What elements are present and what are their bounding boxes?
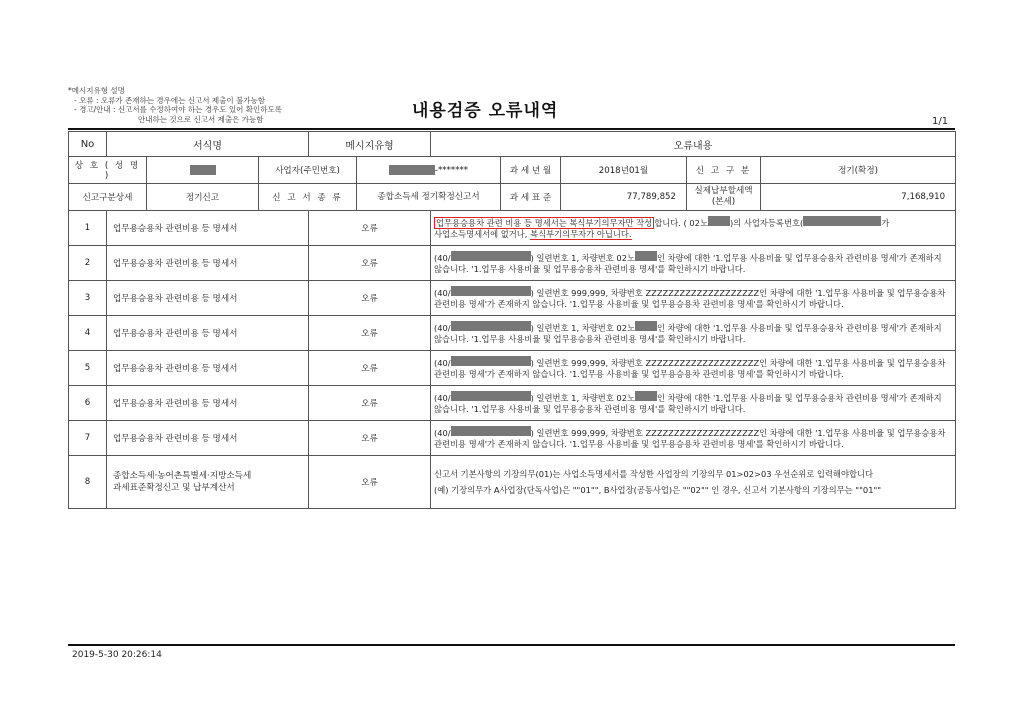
bottom-rule — [68, 644, 955, 646]
year-value: 2018년01월 — [561, 157, 687, 184]
content-text: ) 일련번호 999,999, 차량번호 ZZZZZZZZZZZZZZZZZZZZ인 차량에 대한 '1.업무용 사용비율 및 업무용승용차 관련비용 명세'가 존재하지 않습니다. '1.업무용 사용비율 및 업무용승용차 관련비용 명세'를 확인하시기 바랍니다. — [434, 288, 946, 309]
row-type: 오류 — [309, 421, 431, 456]
content-text: (40/ — [434, 358, 451, 368]
name-label: 상 호 ( 성 명 ) — [69, 157, 147, 184]
redacted-id — [451, 321, 531, 331]
row-content — [431, 456, 956, 509]
row-content — [431, 421, 956, 456]
content-text: (40/ — [434, 428, 451, 438]
row-no: 4 — [69, 316, 107, 351]
legend-line-error: - 오류 : 오류가 존재하는 경우에는 신고서 제출이 불가능함 — [74, 95, 265, 105]
table-row — [69, 456, 956, 509]
redacted-id — [451, 391, 531, 401]
row-type: 오류 — [309, 316, 431, 351]
header-form: 서식명 — [107, 132, 309, 157]
row-content — [431, 351, 956, 386]
row-no: 3 — [69, 281, 107, 316]
year-label: 과 세 년 월 — [501, 157, 561, 184]
sub-label: 신고구분상세 — [69, 184, 147, 211]
row-form: 업무용승용차 관련비용 등 명세서 — [107, 386, 309, 421]
row-type: 오류 — [309, 281, 431, 316]
content-text: 합니다. ( 02노 — [654, 218, 708, 228]
row-type: 오류 — [309, 351, 431, 386]
content-text: 인 차량에 대한 '1.업무용 사용비율 및 업무용승용차 관련비용 명세'가 존재하지 않습니다. '1.업무용 사용비율 및 업무용승용차 관련비용 명세'를 확인하시기 바랍니다. — [434, 253, 942, 274]
redacted-id — [451, 356, 531, 366]
table-row — [69, 281, 956, 316]
table-row — [69, 211, 956, 246]
row-content — [431, 246, 956, 281]
tax-value: 7,168,910 — [761, 184, 956, 211]
content-text: 가 — [881, 218, 890, 228]
row-form — [107, 456, 309, 509]
doc-type-value: 종합소득세 정기확정신고서 — [357, 184, 501, 211]
bizno-label: 사업자(주민번호) — [259, 157, 357, 184]
row-content — [431, 316, 956, 351]
row-no: 2 — [69, 246, 107, 281]
redacted-plate — [635, 251, 657, 261]
row-type: 오류 — [309, 246, 431, 281]
message-type-legend — [68, 86, 282, 124]
redacted-plate — [635, 321, 657, 331]
header-type: 메시지유형 — [309, 132, 431, 157]
row-type: 오류 — [309, 386, 431, 421]
redacted-plate — [635, 391, 657, 401]
highlight-box: 업무용승용차 관련 비용 등 명세서는 복식부기의무자만 작성 — [436, 218, 653, 228]
tax-label: 실제납부할세액(본세) — [687, 184, 761, 211]
content-text: 사업소득명세서에 없거나, — [434, 229, 528, 239]
error-report-table — [68, 131, 956, 509]
top-rule — [68, 128, 955, 130]
row-form: 업무용승용차 관련비용 등 명세서 — [107, 246, 309, 281]
header-no: No — [69, 132, 107, 157]
legend-line-warning: - 경고/안내 : 신고서를 수정하여야 하는 경우도 있어 확인하도록 — [74, 105, 282, 114]
redacted-id — [451, 426, 531, 436]
doc-type-label: 신 고 서 종 류 — [259, 184, 357, 211]
bizno-value — [357, 157, 501, 184]
row-form: 업무용승용차 관련비용 등 명세서 — [107, 421, 309, 456]
report-kind-value: 정기(확정) — [761, 157, 956, 184]
content-text: 신고서 기본사항의 기장의무(01)는 사업소득명세서를 작성한 사업장의 기장의무 01>02>03 우선순위로 입력해야합니다 — [434, 469, 873, 479]
header-content: 오류내용 — [431, 132, 956, 157]
content-text: (40/ — [434, 393, 451, 403]
redacted-name — [190, 165, 216, 175]
content-text: ) 일련번호 1, 차량번호 02노 — [530, 323, 635, 333]
redacted-bizno — [389, 165, 435, 175]
content-text: ) 일련번호 1, 차량번호 02노 — [530, 393, 635, 403]
name-value — [147, 157, 259, 184]
content-text: ) 일련번호 999,999, 차량번호 ZZZZZZZZZZZZZZZZZZZZ인 차량에 대한 '1.업무용 사용비율 및 업무용승용차 관련비용 명세'가 존재하지 않습니다. '1.업무용 사용비율 및 업무용승용차 관련비용 명세'를 확인하시기 바랍니다. — [434, 428, 946, 449]
sub-value: 정기신고 — [147, 184, 259, 211]
row-form-line: 종합소득세·농어촌특별세·지방소득세 — [113, 471, 252, 481]
legend-title: *메시지유형 설명 — [68, 86, 125, 95]
content-text: (40/ — [434, 253, 451, 263]
info-row-2 — [69, 184, 956, 211]
table-row — [69, 386, 956, 421]
bizno-mask: -******* — [434, 165, 469, 176]
table-row — [69, 246, 956, 281]
report-kind-label: 신 고 구 분 — [687, 157, 761, 184]
table-row — [69, 421, 956, 456]
base-label: 과 세 표 준 — [501, 184, 561, 211]
redacted-id — [451, 286, 531, 296]
row-form-line: 과세표준확정신고 및 납부계산서 — [113, 483, 235, 493]
redacted-id — [451, 251, 531, 261]
row-content — [431, 211, 956, 246]
row-content — [431, 281, 956, 316]
row-no: 5 — [69, 351, 107, 386]
row-type: 오류 — [309, 211, 431, 246]
table-row — [69, 316, 956, 351]
redacted-plate — [708, 216, 730, 226]
row-no: 8 — [69, 456, 107, 509]
row-no: 7 — [69, 421, 107, 456]
row-no: 1 — [69, 211, 107, 246]
row-form: 업무용승용차 관련비용 등 명세서 — [107, 316, 309, 351]
content-text: (예) 기장의무가 A사업장(단독사업)은 ""01"", B사업장(공동사업)은 ""02"" 인 경우, 신고서 기본사항의 기장의무는 ""01"" — [434, 485, 882, 495]
row-form: 업무용승용차 관련비용 등 명세서 — [107, 211, 309, 246]
row-form: 업무용승용차 관련비용 등 명세서 — [107, 281, 309, 316]
content-text: (40/ — [434, 288, 451, 298]
content-text: )의 사업자등록번호( — [729, 218, 804, 228]
info-row-1 — [69, 157, 956, 184]
legend-line-warning-cont: 안내하는 것으로 신고서 제출은 가능함 — [138, 114, 264, 124]
content-text: 인 차량에 대한 '1.업무용 사용비율 및 업무용승용차 관련비용 명세'가 존재하지 않습니다. '1.업무용 사용비율 및 업무용승용차 관련비용 명세'를 확인하시기 바랍니다. — [434, 393, 942, 414]
content-text: ) 일련번호 1, 차량번호 02노 — [530, 253, 635, 263]
table-row — [69, 351, 956, 386]
print-timestamp: 2019-5-30 20:26:14 — [72, 650, 162, 660]
content-text: 인 차량에 대한 '1.업무용 사용비율 및 업무용승용차 관련비용 명세'가 존재하지 않습니다. '1.업무용 사용비율 및 업무용승용차 관련비용 명세'를 확인하시기 바랍니다. — [434, 323, 942, 344]
table-header — [69, 132, 956, 157]
page-title: 내용검증 오류내역 — [412, 101, 559, 121]
highlight-underline: 복식부기의무자가 아닙니다. — [530, 229, 632, 239]
content-text: ) 일련번호 999,999, 차량번호 ZZZZZZZZZZZZZZZZZZZZ인 차량에 대한 '1.업무용 사용비율 및 업무용승용차 관련비용 명세'가 존재하지 않습니다. '1.업무용 사용비율 및 업무용승용차 관련비용 명세'를 확인하시기 바랍니다. — [434, 358, 946, 379]
row-type: 오류 — [309, 456, 431, 509]
row-form: 업무용승용차 관련비용 등 명세서 — [107, 351, 309, 386]
content-text: (40/ — [434, 323, 451, 333]
row-no: 6 — [69, 386, 107, 421]
base-value: 77,789,852 — [561, 184, 687, 211]
row-content — [431, 386, 956, 421]
redacted-bizno — [803, 216, 881, 226]
page-number: 1/1 — [932, 116, 949, 127]
